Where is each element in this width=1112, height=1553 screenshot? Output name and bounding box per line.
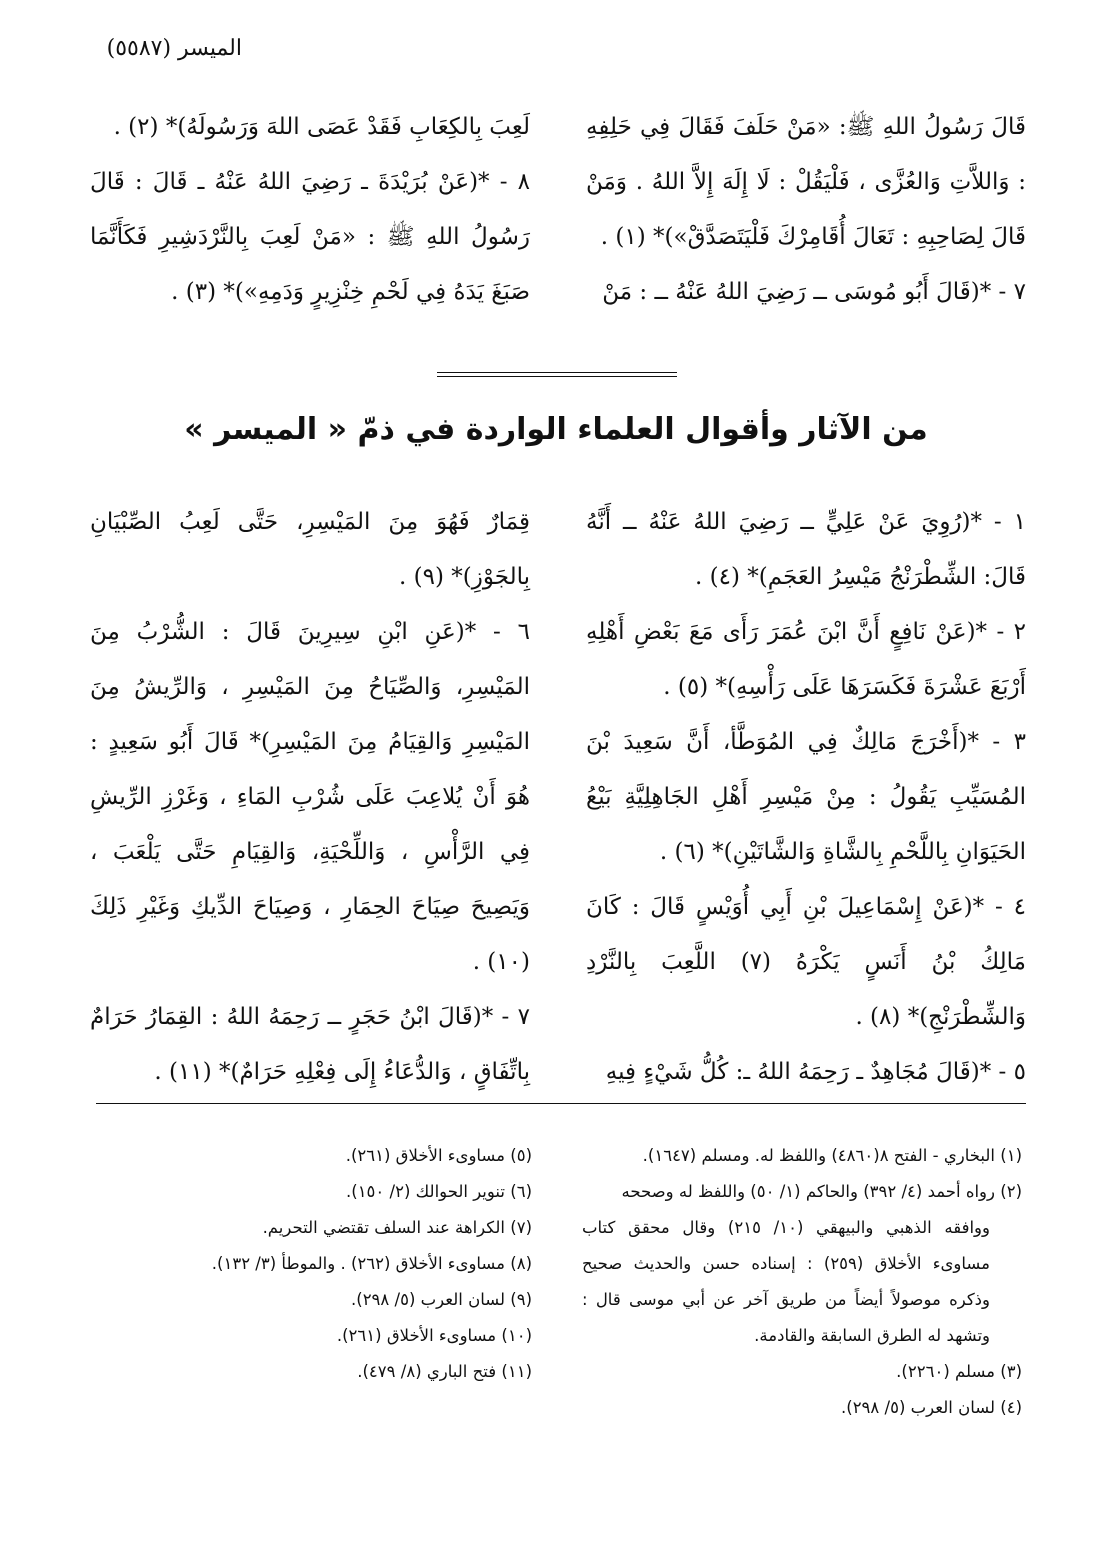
top-paragraph: قَالَ رَسُولُ اللهِ ﷺ: «مَنْ حَلَفَ فَقَالَ فِي حَلِفِهِ : وَاللاَّتِ وَالعُزَّى ، فَلْيَقُلْ : لَا إِلَهَ إِلاَّ اللهُ . وَمَنْ قَالَ لِصَاحِبِهِ : تَعَالَ أُقَامِرْكَ فَلْيَتَصَدَّقْ»)* (١) .: [586, 114, 1026, 250]
footnote: (٥) مساوىء الأخلاق (٢٦١).: [345, 1146, 532, 1165]
footnote-continuation: ووافقه الذهبي والبيهقي (١٠/ ٢١٥) وقال محقق كتاب مساوىء الأخلاق (٢٥٩) : إسناده حسن والحديث صحيح وذكره موصولاً أيضاً من طريق آخر عن أبي موسى قال : وتشهد له الطرق السابقة والقادمة.: [582, 1218, 990, 1345]
top-paragraph: لَعِبَ بِالكِعَابِ فَقَدْ عَصَى اللهَ وَرَسُولَهُ)* (٢) .: [113, 114, 530, 140]
top-paragraph: ٧ - *(قَالَ أَبُو مُوسَى ــ رَضِيَ اللهُ عَنْهُ ــ : مَنْ: [602, 279, 1026, 305]
footnotes-left-column: [92, 1138, 532, 1390]
footnote: (٧) الكراهة عند السلف تقتضي التحريم.: [262, 1218, 532, 1237]
footnote: (١) البخاري - الفتح ٨(٤٨٦٠) واللفظ له. ومسلم (١٦٤٧).: [642, 1146, 1022, 1165]
footnote: (٩) لسان العرب (٥/ ٢٩٨).: [351, 1290, 532, 1309]
athar-item: ٣ - *(أَخْرَجَ مَالِكٌ فِي المُوَطَّأ، أَنَّ سَعِيدَ بْنَ المُسَيِّبِ يَقُولُ : مِنْ مَيْسِرِ أَهْلِ الجَاهِلِيَّةِ بَيْعُ الحَيَوَانِ بِاللَّحْمِ بِالشَّاةِ وَالشَّاتَيْنِ)* (٦) .: [586, 729, 1026, 865]
top-left-column: [90, 100, 530, 320]
footnote: (١٠) مساوىء الأخلاق (٢٦١).: [336, 1326, 532, 1345]
athar-item: ٦ - *(عَنِ ابْنِ سِيرِينَ قَالَ : الشُّرْبُ مِنَ المَيْسِرِ، وَالصِّيَاحُ مِنَ المَيْسِرِ ، وَالرِّيشُ مِنَ المَيْسِرِ وَالقِيَامُ مِنَ المَيْسِرِ)* قَالَ أَبُو سَعِيدٍ : هُوَ أَنْ يُلاعِبَ عَلَى شُرْبِ المَاءِ ، وَغَرْزِ الرِّيشِ فِي الرَّأْسِ ، وَاللِّحْيَةِ، وَالقِيَامِ حَتَّى يَلْعَبَ ، وَيَصِيحَ صِيَاحَ الحِمَارِ ، وَصِيَاحَ الدِّيكِ وَغَيْرِ ذَلِكَ (١٠) .: [90, 619, 530, 975]
athar-item: ٤ - *(عَنْ إِسْمَاعِيلَ بْنِ أَبِي أُوَيْسٍ قَالَ : كَانَ مَالِكُ بْنُ أَنَسٍ يَكْرَهُ (٧) اللَّعِبَ بِالنَّرْدِ وَالشِّطْرَنْجِ)* (٨) .: [586, 894, 1027, 1030]
footnote: (٤) لسان العرب (٥/ ٢٩٨).: [841, 1398, 1022, 1417]
top-paragraph: ٨ - *(عَنْ بُرَيْدَةَ ـ رَضِيَ اللهُ عَنْهُ ـ قَالَ : قَالَ رَسُولُ اللهِ ﷺ : «مَنْ لَعِبَ بِالنَّرْدَشِيرِ فَكَأَنَّمَا صَبَغَ يَدَهُ فِي لَحْمِ خِنْزِيرٍ وَدَمِهِ»)* (٣) .: [90, 169, 530, 305]
top-right-column: [586, 100, 1026, 320]
athar-item: ٢ - *(عَنْ نَافِعٍ أَنَّ ابْنَ عُمَرَ رَأَى مَعَ بَعْضِ أَهْلِهِ أَرْبَعَ عَشْرَةَ فَكَسَرَهَا عَلَى رَأْسِهِ)* (٥) .: [586, 619, 1026, 700]
footnote: (١١) فتح الباري (٨/ ٤٧٩).: [357, 1362, 532, 1381]
athar-item: ٥ - *(قَالَ مُجَاهِدٌ ـ رَحِمَهُ اللهُ ـ: كُلُّ شَيْءٍ فِيهِ: [605, 1059, 1026, 1085]
main-right-column: [586, 495, 1026, 1100]
athar-item: قِمَارٌ فَهُوَ مِنَ المَيْسِرِ، حَتَّى لَعِبُ الصِّبْيَانِ بِالجَوْزِ)* (٩) .: [90, 509, 530, 590]
title-divider: [437, 372, 677, 377]
athar-item: ١ - *(رُوِيَ عَنْ عَلِيٍّ ــ رَضِيَ اللهُ عَنْهُ ــ أَنَّهُ قَالَ: الشِّطْرَنْجُ مَيْسِرُ العَجَمِ)* (٤) .: [586, 509, 1026, 590]
footnote: (٢) رواه أحمد (٤/ ٣٩٢) والحاكم (١/ ٥٠) واللفظ له وصححه: [621, 1182, 1022, 1201]
footnote: (٣) مسلم (٢٢٦٠).: [896, 1362, 1022, 1381]
footnotes-right-column: [582, 1138, 1022, 1426]
athar-item: ٧ - *(قَالَ ابْنُ حَجَرٍ ــ رَحِمَهُ اللهُ : القِمَارُ حَرَامٌ بِاتِّفَاقٍ ، وَالدُّعَاءُ إِلَى فِعْلِهِ حَرَامٌ)* (١١) .: [90, 1004, 530, 1085]
footnote: (٨) مساوىء الأخلاق (٢٦٢) . والموطأ (٣/ ١٣٢).: [211, 1254, 532, 1273]
running-header: الميسر (٥٥٨٧): [106, 36, 242, 61]
main-left-column: [90, 495, 530, 1100]
footnote-divider: [96, 1103, 1026, 1104]
footnote: (٦) تنوير الحوالك (٢/ ١٥٠).: [346, 1182, 532, 1201]
section-title: من الآثار وأقوال العلماء الواردة في ذمّ « الميسر »: [184, 412, 928, 447]
